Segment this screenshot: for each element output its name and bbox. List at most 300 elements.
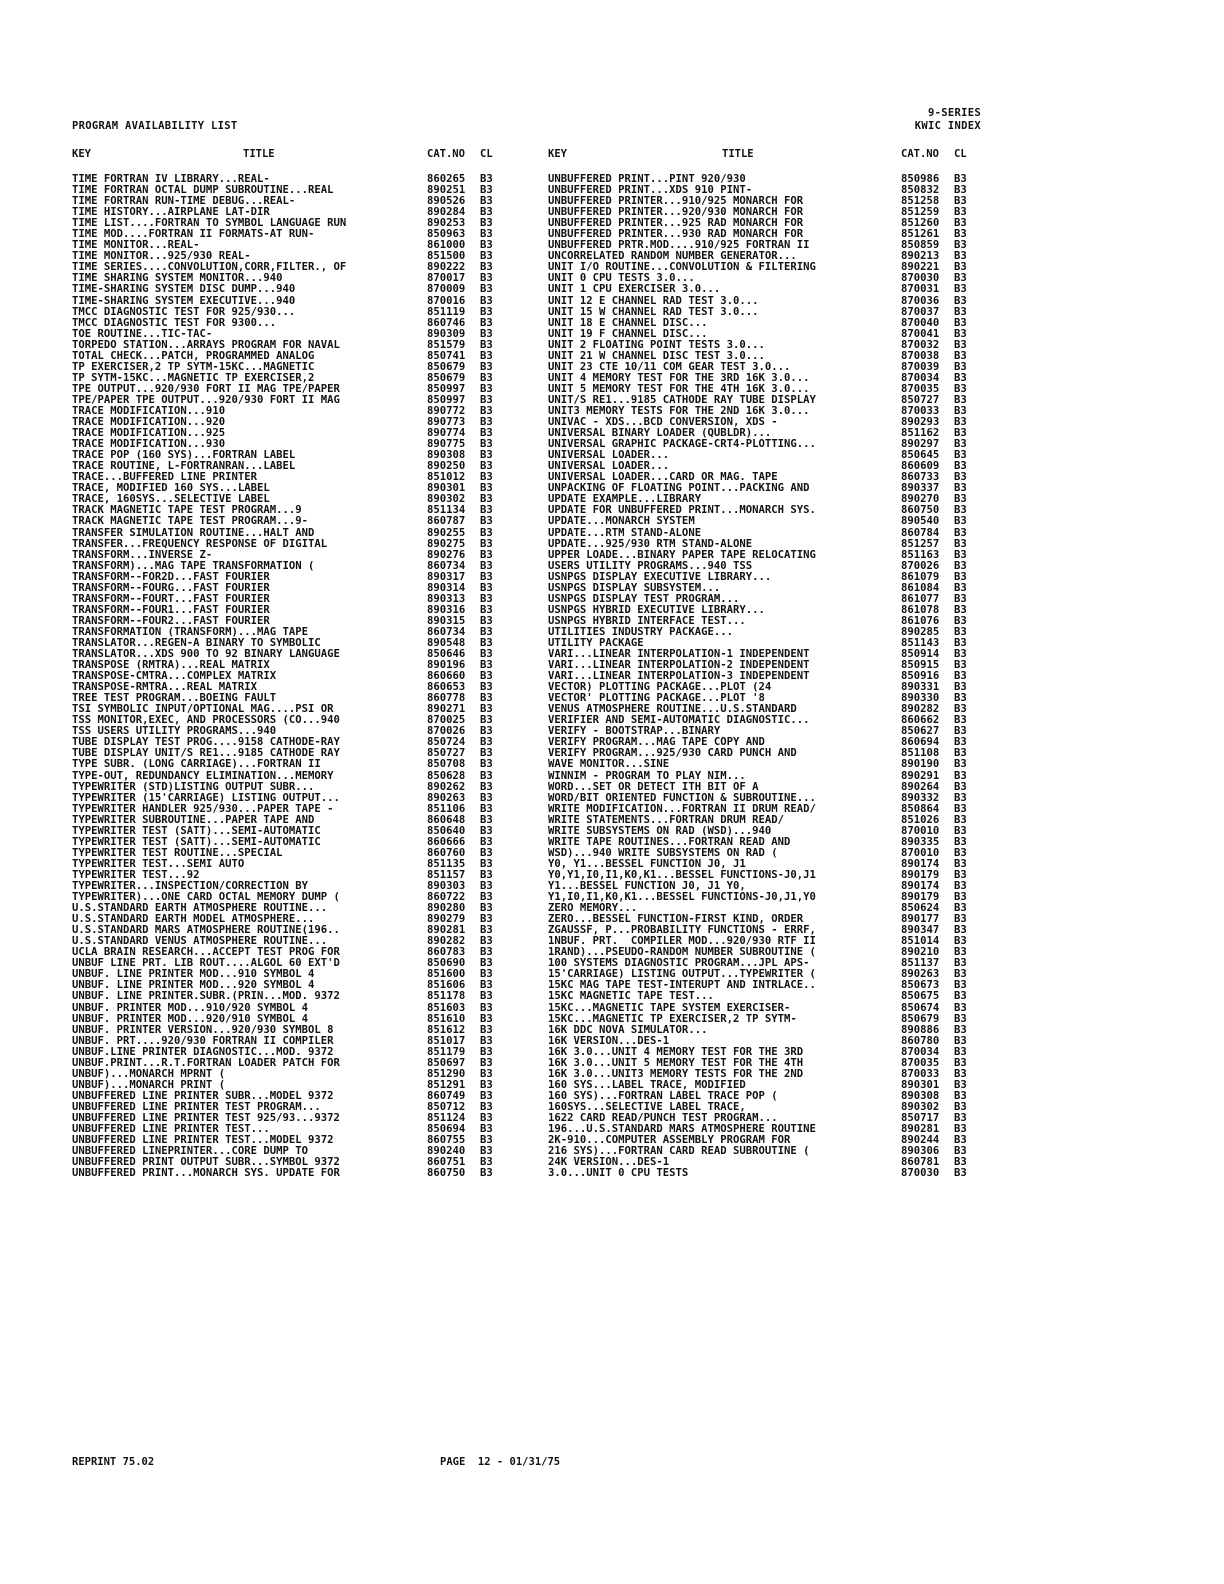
entry-title: 160SYS...SELECTIVE LABEL TRACE, xyxy=(548,1101,746,1113)
list-item xyxy=(548,859,988,870)
entry-class: B3 xyxy=(954,947,967,959)
entry-class: B3 xyxy=(954,417,967,429)
list-item xyxy=(72,516,522,527)
entry-class: B3 xyxy=(954,1101,967,1113)
entry-catalog-number: 851143 xyxy=(901,637,940,649)
entry-title: UNBUFFERED LINE PRINTER TEST PROGRAM... xyxy=(72,1101,321,1113)
entry-catalog-number: 890221 xyxy=(901,262,940,274)
entry-catalog-number: 890540 xyxy=(901,516,940,528)
list-item xyxy=(72,892,522,903)
entry-title: UNBUFFERED PRINTER...910/925 MONARCH FOR xyxy=(548,196,804,208)
entry-title: 15KC MAGNETIC TAPE TEST... xyxy=(548,991,714,1003)
entry-catalog-number: 851135 xyxy=(427,858,466,870)
entry-catalog-number: 851108 xyxy=(901,748,940,760)
entry-title: USNPGS DISPLAY TEST PROGRAM... xyxy=(548,593,740,605)
entry-catalog-number: 890291 xyxy=(901,770,940,782)
entry-class: B3 xyxy=(480,593,493,605)
entry-title: VERIFIER AND SEMI-AUTOMATIC DIAGNOSTIC... xyxy=(548,715,810,727)
entry-catalog-number: 890270 xyxy=(901,494,940,506)
entry-class: B3 xyxy=(954,604,967,616)
entry-catalog-number: 870025 xyxy=(427,715,466,727)
entry-catalog-number: 890253 xyxy=(427,218,466,230)
entry-title: UNBUF LINE PRT. LIB ROUT....ALGOL 60 EXT'D xyxy=(72,958,340,970)
entry-catalog-number: 890262 xyxy=(427,781,466,793)
entry-class: B3 xyxy=(480,1046,493,1058)
list-item xyxy=(72,980,522,991)
entry-class: B3 xyxy=(954,1002,967,1014)
entry-title: UNBUFFERED LINE PRINTER TEST 925/93...9372 xyxy=(72,1112,340,1124)
list-item xyxy=(548,958,988,969)
entry-class: B3 xyxy=(480,494,493,506)
entry-class: B3 xyxy=(954,671,967,683)
list-item xyxy=(72,318,522,329)
entry-title: USNPGS HYBRID INTERFACE TEST... xyxy=(548,615,746,627)
entry-catalog-number: 890301 xyxy=(901,1079,940,1091)
entry-class: B3 xyxy=(480,726,493,738)
entry-class: B3 xyxy=(954,903,967,915)
entry-title: ZERO...BESSEL FUNCTION-FIRST KIND, ORDER xyxy=(548,914,804,926)
entry-catalog-number: 850741 xyxy=(427,350,466,362)
entry-title: UCLA BRAIN RESEARCH...ACCEPT TEST PROG FOR xyxy=(72,947,340,959)
entry-title: ZERO MEMORY... xyxy=(548,903,638,915)
entry-catalog-number: 860734 xyxy=(427,626,466,638)
list-item xyxy=(548,550,988,561)
entry-class: B3 xyxy=(480,560,493,572)
list-item xyxy=(72,947,522,958)
entry-class: B3 xyxy=(480,1002,493,1014)
entry-title: TOE ROUTINE...TIC-TAC- xyxy=(72,328,213,340)
entry-catalog-number: 860755 xyxy=(427,1135,466,1147)
list-item xyxy=(72,1036,522,1047)
entry-title: UNBUF. PRINTER MOD...920/910 SYMBOL 4 xyxy=(72,1013,308,1025)
entry-class: B3 xyxy=(480,428,493,440)
list-item xyxy=(548,1069,988,1080)
list-item xyxy=(72,737,522,748)
entry-class: B3 xyxy=(480,317,493,329)
list-item xyxy=(548,759,988,770)
entry-title: TYPEWRITER TEST (SATT)...SEMI-AUTOMATIC xyxy=(72,825,321,837)
entry-catalog-number: 890526 xyxy=(427,196,466,208)
entry-title: WRITE TAPE ROUTINES...FORTRAN READ AND xyxy=(548,836,791,848)
entry-class: B3 xyxy=(954,836,967,848)
entry-class: B3 xyxy=(480,881,493,892)
entry-catalog-number: 890213 xyxy=(901,251,940,263)
entry-title: UNBUF)...MONARCH PRINT ( xyxy=(72,1079,226,1091)
entry-catalog-number: 890190 xyxy=(901,759,940,771)
entry-catalog-number: 890285 xyxy=(901,626,940,638)
entry-title: VARI...LINEAR INTERPOLATION-1 INDEPENDENT xyxy=(548,649,810,661)
list-item xyxy=(548,1025,988,1036)
entry-class: B3 xyxy=(954,715,967,727)
entry-title: UTILITIES INDUSTRY PACKAGE... xyxy=(548,626,733,638)
entry-class: B3 xyxy=(480,693,493,705)
entry-title: UNBUF.LINE PRINTER DIAGNOSTIC...MOD. 9372 xyxy=(72,1046,334,1058)
entry-title: TRACE MODIFICATION...910 xyxy=(72,405,226,417)
list-item xyxy=(548,1135,988,1146)
entry-class: B3 xyxy=(954,295,967,307)
left-title-header: TITLE xyxy=(243,148,275,160)
entry-class: B3 xyxy=(480,869,493,881)
entry-title: TPE/PAPER TPE OUTPUT...920/930 FORT II MAG xyxy=(72,394,340,406)
entry-title: 1622 CARD READ/PUNCH TEST PROGRAM... xyxy=(548,1112,778,1124)
entry-class: B3 xyxy=(480,704,493,716)
entry-catalog-number: 870041 xyxy=(901,328,940,340)
list-item xyxy=(548,826,988,837)
entry-catalog-number: 890317 xyxy=(427,571,466,583)
entry-catalog-number: 850727 xyxy=(901,394,940,406)
entry-catalog-number: 870033 xyxy=(901,405,940,417)
entry-title: WORD/BIT ORIENTED FUNCTION & SUBROUTINE... xyxy=(548,792,816,804)
list-item xyxy=(72,240,522,251)
entry-class: B3 xyxy=(480,1068,493,1080)
entry-catalog-number: 890280 xyxy=(427,903,466,915)
entry-catalog-number: 851134 xyxy=(427,505,466,517)
entry-title: UPPER LOADE...BINARY PAPER TAPE RELOCATING xyxy=(548,549,816,561)
entry-catalog-number: 890282 xyxy=(427,936,466,948)
entry-title: TYPEWRITER (STD)LISTING OUTPUT SUBR... xyxy=(72,781,315,793)
entry-catalog-number: 860749 xyxy=(427,1090,466,1102)
list-item xyxy=(548,936,988,947)
list-item xyxy=(72,914,522,925)
list-item xyxy=(72,1025,522,1036)
entry-class: B3 xyxy=(954,770,967,782)
entry-class: B3 xyxy=(954,925,967,937)
list-item xyxy=(548,1124,988,1135)
list-item xyxy=(548,483,988,494)
entry-catalog-number: 850679 xyxy=(901,1013,940,1025)
entry-catalog-number: 890314 xyxy=(427,582,466,594)
list-item xyxy=(72,450,522,461)
entry-catalog-number: 860760 xyxy=(427,847,466,859)
entry-title: TRANSFORM--FOUR1...FAST FOURIER xyxy=(72,604,270,616)
entry-catalog-number: 890282 xyxy=(901,704,940,716)
entry-class: B3 xyxy=(480,372,493,384)
entry-title: TIME-SHARING SYSTEM DISC DUMP...940 xyxy=(72,284,296,296)
entry-class: B3 xyxy=(480,1112,493,1124)
entry-catalog-number: 850997 xyxy=(427,394,466,406)
entry-catalog-number: 851137 xyxy=(901,958,940,970)
entry-class: B3 xyxy=(480,549,493,561)
entry-class: B3 xyxy=(954,626,967,638)
list-item xyxy=(548,1157,988,1168)
entry-class: B3 xyxy=(480,858,493,870)
entry-title: TIME MONITOR...925/930 REAL- xyxy=(72,251,251,263)
entry-title: TOTAL CHECK...PATCH, PROGRAMMED ANALOG xyxy=(72,350,315,362)
entry-title: TMCC DIAGNOSTIC TEST FOR 925/930... xyxy=(72,306,296,318)
list-item xyxy=(548,1168,988,1179)
entry-catalog-number: 890347 xyxy=(901,925,940,937)
list-item xyxy=(548,815,988,826)
list-item xyxy=(548,362,988,373)
entry-catalog-number: 890773 xyxy=(427,417,466,429)
entry-title: TORPEDO STATION...ARRAYS PROGRAM FOR NAVAL xyxy=(72,339,340,351)
entry-title: TIME-SHARING SYSTEM EXECUTIVE...940 xyxy=(72,295,296,307)
entry-title: 2K-910...COMPUTER ASSEMBLY PROGRAM FOR xyxy=(548,1135,791,1147)
entry-class: B3 xyxy=(480,825,493,837)
entry-class: B3 xyxy=(954,571,967,583)
entry-class: B3 xyxy=(954,328,967,340)
entry-class: B3 xyxy=(954,1035,967,1047)
entry-title: UNBUFFERED PRINTER...930 RAD MONARCH FOR xyxy=(548,229,804,241)
list-item xyxy=(72,329,522,340)
entry-title: TRACE MODIFICATION...925 xyxy=(72,428,226,440)
entry-title: USNPGS DISPLAY SUBSYSTEM... xyxy=(548,582,721,594)
list-item xyxy=(72,1135,522,1146)
entry-catalog-number: 850640 xyxy=(427,825,466,837)
list-item xyxy=(72,991,522,1002)
list-item xyxy=(72,550,522,561)
list-item xyxy=(72,804,522,815)
entry-catalog-number: 860783 xyxy=(427,947,466,959)
entry-catalog-number: 851178 xyxy=(427,991,466,1003)
list-item xyxy=(72,384,522,395)
entry-class: B3 xyxy=(954,814,967,826)
entry-class: B3 xyxy=(954,361,967,373)
entry-class: B3 xyxy=(480,969,493,981)
entry-title: TMCC DIAGNOSTIC TEST FOR 9300... xyxy=(72,317,277,329)
entry-catalog-number: 860653 xyxy=(427,682,466,694)
entry-class: B3 xyxy=(480,1090,493,1102)
entry-catalog-number: 851162 xyxy=(901,428,940,440)
list-item xyxy=(548,737,988,748)
entry-class: B3 xyxy=(954,207,967,219)
entry-title: TRANSFORM--FOR2D...FAST FOURIER xyxy=(72,571,270,583)
entry-catalog-number: 850916 xyxy=(901,671,940,683)
entry-title: TRANSPOSE (RMTRA)...REAL MATRIX xyxy=(72,660,270,672)
entry-catalog-number: 870034 xyxy=(901,1046,940,1058)
entry-class: B3 xyxy=(954,229,967,241)
list-item xyxy=(548,417,988,428)
list-item xyxy=(548,273,988,284)
entry-class: B3 xyxy=(480,439,493,451)
entry-class: B3 xyxy=(954,1024,967,1036)
entry-class: B3 xyxy=(954,991,967,1003)
entry-class: B3 xyxy=(954,185,967,197)
entry-title: UNBUFFERED PRINT...PINT 920/930 xyxy=(548,174,746,185)
list-item xyxy=(72,594,522,605)
entry-catalog-number: 851603 xyxy=(427,1002,466,1014)
entry-title: TRACK MAGNETIC TAPE TEST PROGRAM...9 xyxy=(72,505,302,517)
entry-title: WSD)...940 WRITE SUBSYSTEMS ON RAD ( xyxy=(548,847,778,859)
entry-title: UNIT 15 W CHANNEL RAD TEST 3.0... xyxy=(548,306,759,318)
entry-class: B3 xyxy=(954,969,967,981)
entry-title: TSS USERS UTILITY PROGRAMS...940 xyxy=(72,726,277,738)
entry-title: TIME FORTRAN IV LIBRARY...REAL- xyxy=(72,174,270,185)
entry-class: B3 xyxy=(954,914,967,926)
entry-catalog-number: 850724 xyxy=(427,737,466,749)
entry-catalog-number: 851291 xyxy=(427,1079,466,1091)
entry-class: B3 xyxy=(954,792,967,804)
entry-class: B3 xyxy=(480,715,493,727)
list-item xyxy=(548,251,988,262)
list-item xyxy=(72,881,522,892)
entry-class: B3 xyxy=(954,649,967,661)
entry-title: UNCORRELATED RANDOM NUMBER GENERATOR... xyxy=(548,251,797,263)
list-item xyxy=(72,561,522,572)
list-item xyxy=(72,870,522,881)
list-item xyxy=(72,428,522,439)
entry-class: B3 xyxy=(480,383,493,395)
list-item xyxy=(548,881,988,892)
entry-catalog-number: 890279 xyxy=(427,914,466,926)
entry-class: B3 xyxy=(480,394,493,406)
entry-class: B3 xyxy=(954,748,967,760)
list-item xyxy=(72,782,522,793)
list-item xyxy=(72,903,522,914)
list-item xyxy=(548,428,988,439)
entry-class: B3 xyxy=(480,571,493,583)
list-item xyxy=(548,539,988,550)
entry-title: UNIT 5 MEMORY TEST FOR THE 4TH 16K 3.0... xyxy=(548,383,810,395)
entry-class: B3 xyxy=(954,1046,967,1058)
entry-catalog-number: 890255 xyxy=(427,527,466,539)
entry-catalog-number: 870040 xyxy=(901,317,940,329)
entry-catalog-number: 890250 xyxy=(427,461,466,473)
entry-class: B3 xyxy=(954,527,967,539)
entry-title: TIME SERIES....CONVOLUTION,CORR,FILTER., OF xyxy=(72,262,347,274)
entry-catalog-number: 870032 xyxy=(901,339,940,351)
list-item xyxy=(72,1047,522,1058)
entry-catalog-number: 850694 xyxy=(427,1124,466,1136)
entry-title: UNIT 2 FLOATING POINT TESTS 3.0... xyxy=(548,339,765,351)
list-item xyxy=(548,903,988,914)
entry-title: 24K VERSION...DES-1 xyxy=(548,1157,670,1169)
entry-catalog-number: 851610 xyxy=(427,1013,466,1025)
list-item xyxy=(548,771,988,782)
entry-class: B3 xyxy=(480,781,493,793)
entry-catalog-number: 851179 xyxy=(427,1046,466,1058)
entry-catalog-number: 870009 xyxy=(427,284,466,296)
entry-class: B3 xyxy=(480,637,493,649)
list-item xyxy=(548,318,988,329)
entry-class: B3 xyxy=(954,549,967,561)
entry-class: B3 xyxy=(954,196,967,208)
entry-catalog-number: 850708 xyxy=(427,759,466,771)
entry-title: UPDATE...925/930 RTM STAND-ALONE xyxy=(548,538,753,550)
entry-class: B3 xyxy=(954,1157,967,1169)
entry-title: UNIT 1 CPU EXERCISER 3.0... xyxy=(548,284,721,296)
list-item xyxy=(72,417,522,428)
entry-title: 196...U.S.STANDARD MARS ATMOSPHERE ROUTINE xyxy=(548,1124,816,1136)
entry-title: TYPEWRITER)...ONE CARD OCTAL MEMORY DUMP ( xyxy=(72,892,340,904)
list-item xyxy=(548,980,988,991)
entry-catalog-number: 851026 xyxy=(901,814,940,826)
list-item xyxy=(548,174,988,185)
entry-title: USNPGS HYBRID EXECUTIVE LIBRARY... xyxy=(548,604,765,616)
list-item xyxy=(548,594,988,605)
entry-catalog-number: 890308 xyxy=(901,1090,940,1102)
list-item xyxy=(548,561,988,572)
entry-class: B3 xyxy=(954,174,967,185)
entry-title: TRANSFER...FREQUENCY RESPONSE OF DIGITAL xyxy=(72,538,328,550)
entry-title: UNBUFFERED LINE PRINTER TEST... xyxy=(72,1124,270,1136)
list-item xyxy=(548,914,988,925)
list-item xyxy=(72,815,522,826)
entry-class: B3 xyxy=(480,262,493,274)
entry-title: UNIT 0 CPU TESTS 3.0... xyxy=(548,273,695,285)
list-item xyxy=(548,406,988,417)
entry-catalog-number: 890886 xyxy=(901,1024,940,1036)
entry-class: B3 xyxy=(954,516,967,528)
entry-class: B3 xyxy=(480,604,493,616)
entry-title: TRANSFORM--FOUR2...FAST FOURIER xyxy=(72,615,270,627)
entry-class: B3 xyxy=(954,660,967,672)
entry-catalog-number: 851014 xyxy=(901,936,940,948)
list-item xyxy=(548,1113,988,1124)
entry-class: B3 xyxy=(954,560,967,572)
entry-catalog-number: 870036 xyxy=(901,295,940,307)
entry-class: B3 xyxy=(480,207,493,219)
list-item xyxy=(72,284,522,295)
entry-catalog-number: 851579 xyxy=(427,339,466,351)
list-item xyxy=(72,704,522,715)
list-item xyxy=(72,958,522,969)
list-item xyxy=(548,395,988,406)
list-item xyxy=(72,969,522,980)
series-label: 9-SERIES xyxy=(928,107,981,119)
entry-class: B3 xyxy=(480,1013,493,1025)
list-item xyxy=(72,174,522,185)
list-item xyxy=(72,340,522,351)
list-item xyxy=(72,362,522,373)
entry-class: B3 xyxy=(480,759,493,771)
entry-class: B3 xyxy=(954,637,967,649)
entry-catalog-number: 890301 xyxy=(427,483,466,495)
entry-title: TIME MONITOR...REAL- xyxy=(72,240,200,252)
entry-title: TYPEWRITER TEST (SATT)...SEMI-AUTOMATIC xyxy=(72,836,321,848)
entry-catalog-number: 860787 xyxy=(427,516,466,528)
entry-class: B3 xyxy=(954,251,967,263)
entry-class: B3 xyxy=(480,505,493,517)
list-item xyxy=(548,583,988,594)
entry-title: TRANSFORM...INVERSE Z- xyxy=(72,549,213,561)
entry-title: U.S.STANDARD EARTH ATMOSPHERE ROUTINE... xyxy=(72,903,328,915)
entry-catalog-number: 860722 xyxy=(427,892,466,904)
entry-title: TRACK MAGNETIC TAPE TEST PROGRAM...9- xyxy=(72,516,308,528)
entry-title: TP SYTM-15KC...MAGNETIC TP EXERCISER,2 xyxy=(72,372,315,384)
entry-class: B3 xyxy=(480,229,493,241)
entry-title: TIME FORTRAN OCTAL DUMP SUBROUTINE...REAL xyxy=(72,185,334,197)
list-item xyxy=(548,373,988,384)
list-item xyxy=(548,1058,988,1069)
entry-title: TIME MOD....FORTRAN II FORMATS-AT RUN- xyxy=(72,229,315,241)
entry-class: B3 xyxy=(954,461,967,473)
entry-title: TYPE-OUT, REDUNDANCY ELIMINATION...MEMORY xyxy=(72,770,334,782)
entry-class: B3 xyxy=(480,925,493,937)
entry-catalog-number: 850679 xyxy=(427,372,466,384)
entry-catalog-number: 850997 xyxy=(427,383,466,395)
entry-title: TREE TEST PROGRAM...BOEING FAULT xyxy=(72,693,277,705)
list-item xyxy=(72,660,522,671)
list-item xyxy=(548,494,988,505)
entry-catalog-number: 890275 xyxy=(427,538,466,550)
list-item xyxy=(72,229,522,240)
entry-class: B3 xyxy=(480,295,493,307)
entry-title: TRANSPOSE-RMTRA...REAL MATRIX xyxy=(72,682,257,694)
list-item xyxy=(72,638,522,649)
entry-class: B3 xyxy=(954,218,967,230)
list-item xyxy=(72,1157,522,1168)
list-item xyxy=(72,528,522,539)
list-item xyxy=(72,539,522,550)
list-item xyxy=(548,196,988,207)
list-item xyxy=(548,870,988,881)
entry-class: B3 xyxy=(480,417,493,429)
entry-title: 15'CARRIAGE) LISTING OUTPUT...TYPEWRITER ( xyxy=(548,969,816,981)
entry-class: B3 xyxy=(954,936,967,948)
entry-catalog-number: 850914 xyxy=(901,649,940,661)
entry-catalog-number: 850628 xyxy=(427,770,466,782)
